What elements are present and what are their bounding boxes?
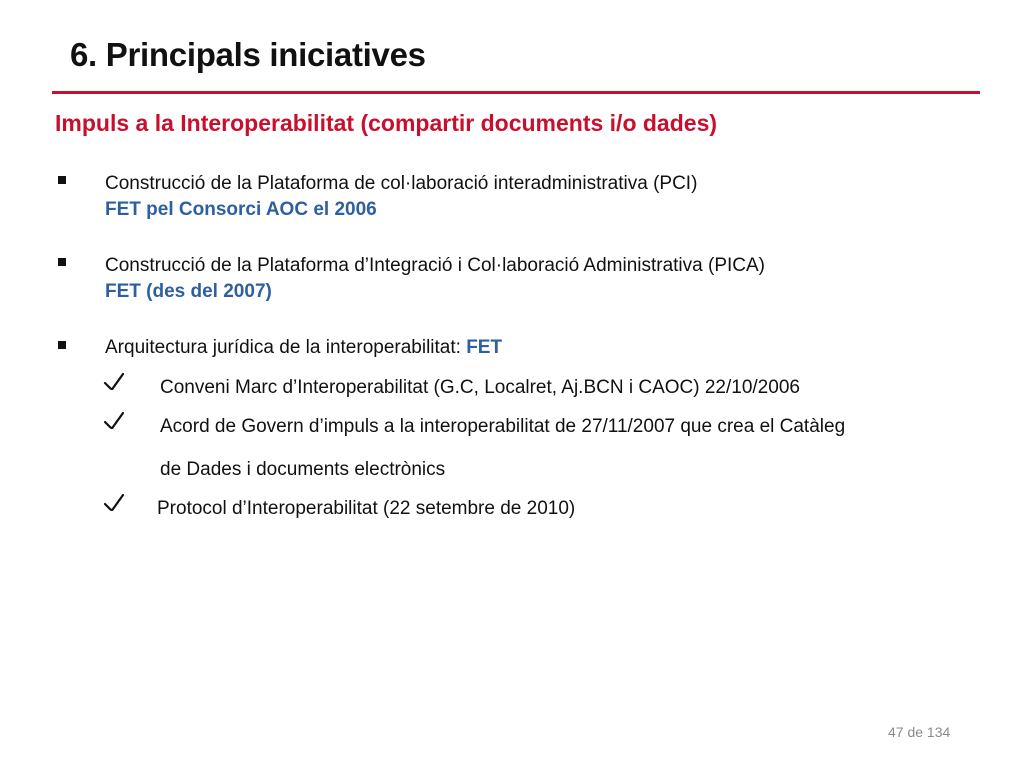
- square-bullet-icon: [58, 341, 66, 349]
- page-number: 47 de 134: [888, 724, 951, 740]
- square-bullet-icon: [58, 176, 66, 184]
- slide-title: 6. Principals iniciatives: [70, 36, 426, 73]
- section-subtitle: Impuls a la Interoperabilitat (compartir documents i/o dades): [55, 110, 718, 136]
- bullet-status: FET (des del 2007): [105, 281, 272, 302]
- bullet-text-main: Arquitectura jurídica de la interoperabilitat:: [105, 337, 467, 358]
- bullet-text: Construcció de la Plataforma d’Integració i Col·laboració Administrativa (PICA): [105, 255, 765, 276]
- check-text: Protocol d’Interoperabilitat (22 setembre de 2010): [157, 498, 576, 519]
- bullet-text: Construcció de la Plataforma de col·laboració interadministrativa (PCI): [105, 173, 698, 194]
- check-text: Conveni Marc d’Interoperabilitat (G.C, Localret, Aj.BCN i CAOC) 22/10/2006: [160, 377, 800, 398]
- checkmark-icon: [103, 410, 125, 432]
- checkmark-icon: [103, 492, 125, 514]
- bullet-text: [105, 336, 502, 359]
- title-divider: [52, 91, 980, 94]
- bullet-status: FET: [466, 337, 503, 358]
- check-text: Acord de Govern d’impuls a la interoperabilitat de 27/11/2007 que crea el Catàleg: [160, 416, 846, 437]
- check-text-continuation: de Dades i documents electrònics: [160, 459, 446, 480]
- checkmark-icon: [103, 371, 125, 393]
- square-bullet-icon: [58, 258, 66, 266]
- bullet-status: FET pel Consorci AOC el 2006: [105, 199, 377, 220]
